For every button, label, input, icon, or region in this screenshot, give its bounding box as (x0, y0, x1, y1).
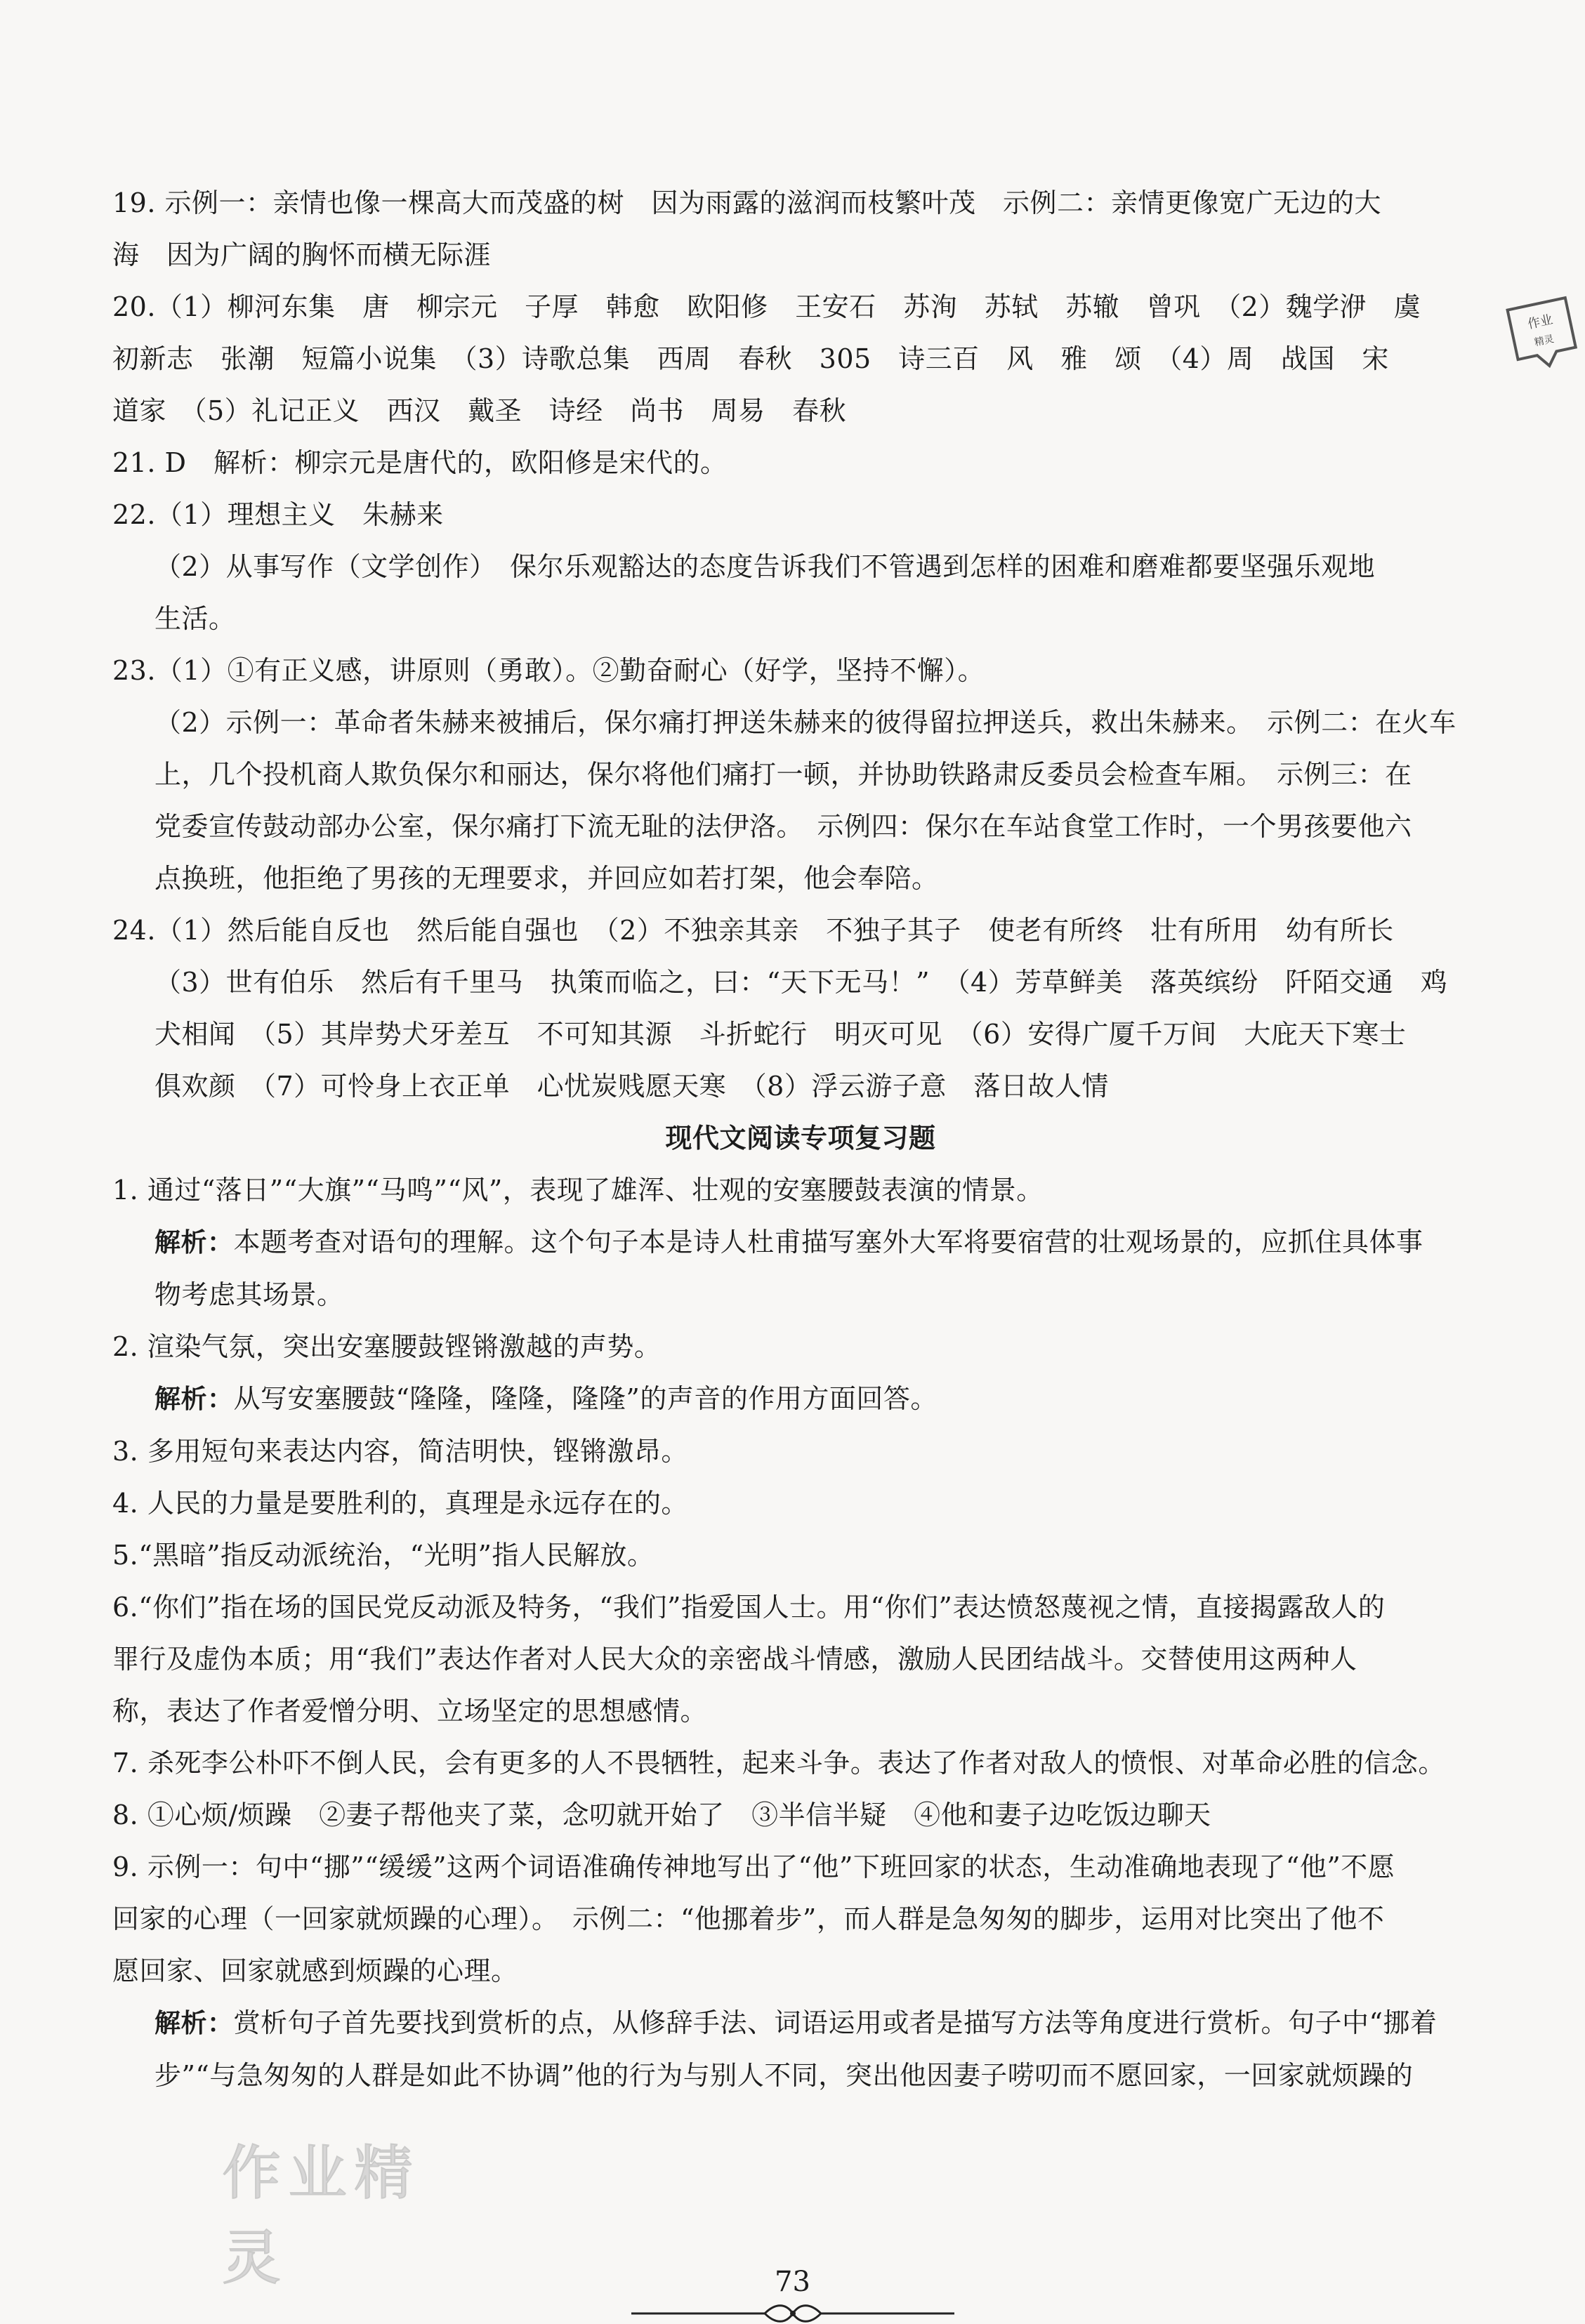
answer-list-top (112, 177, 1489, 1112)
answer-item (112, 1216, 1489, 1321)
answer-item (112, 1164, 1489, 1216)
answer-line (112, 1685, 1489, 1737)
answer-line (112, 1633, 1489, 1685)
svg-text:作业: 作业 (1526, 312, 1554, 332)
answer-line (112, 1321, 1489, 1373)
answer-text: 21. D 解析：柳宗元是唐代的，欧阳修是宋代的。 (112, 447, 728, 478)
answer-line (112, 437, 1489, 489)
answer-line (112, 1737, 1489, 1789)
answer-text: 6.“你们”指在场的国民党反动派及特务，“我们”指爱国人士。用“你们”表达愤怒蔑视之情，直接揭露敌人的 (112, 1592, 1386, 1623)
answer-text: 海 因为广阔的胸怀而横无际涯 (112, 239, 492, 270)
answer-line (154, 1373, 1489, 1425)
answer-text: 5.“黑暗”指反动派统治，“光明”指人民解放。 (112, 1540, 655, 1571)
answer-item (112, 1373, 1489, 1425)
answer-text: 犬相闻 （5）其岸势犬牙差互 不可知其源 斗折蛇行 明灭可见 （6）安得广厦千万间 大庇天下寒士 (154, 1019, 1407, 1050)
answer-text: 23.（1）①有正义感，讲原则（勇敢）。②勤奋耐心（好学，坚持不懈）。 (112, 655, 985, 686)
answer-item (112, 177, 1489, 281)
answer-line (112, 1477, 1489, 1529)
answer-item (112, 437, 1489, 489)
answer-line (112, 1425, 1489, 1477)
answer-line (154, 1216, 1489, 1269)
watermark: 作业精灵 (222, 2139, 421, 2292)
answer-text: 9. 示例一：句中“挪”“缓缓”这两个词语准确传神地写出了“他”下班回家的状态，生动准确地表现了“他”不愿 (112, 1851, 1395, 1882)
answer-line (154, 748, 1489, 800)
answer-line (112, 1789, 1489, 1841)
answer-text: 称，表达了作者爱憎分明、立场坚定的思想感情。 (112, 1696, 708, 1727)
answer-item (112, 1789, 1489, 1841)
answer-line (112, 645, 1489, 696)
answer-line (112, 1893, 1489, 1945)
answer-text: 俱欢颜 （7）可怜身上衣正单 心忧炭贱愿天寒 （8）浮云游子意 落日故人情 (154, 1071, 1109, 1102)
page-footer (0, 2266, 1585, 2324)
answer-item (112, 1841, 1489, 1997)
answer-text: 回家的心理（一回家就烦躁的心理）。 示例二：“他挪着步”，而人群是急匆匆的脚步，运用对比突出了他不 (112, 1903, 1385, 1934)
answer-text: 点换班，他拒绝了男孩的无理要求，并回应如若打架，他会奉陪。 (154, 863, 939, 894)
answer-text: 1. 通过“落日”“大旗”“马鸣”“风”，表现了雄浑、壮观的安塞腰鼓表演的情景。 (112, 1175, 1044, 1206)
answer-line (154, 1060, 1489, 1112)
answer-text: 20.（1）柳河东集 唐 柳宗元 子厚 韩愈 欧阳修 王安石 苏洵 苏轼 苏辙 曾巩 （2）魏学洢 虞 (112, 291, 1421, 322)
answer-text: 7. 杀死李公朴吓不倒人民，会有更多的人不畏牺牲，起来斗争。表达了作者对敌人的愤恨、对革命必胜的信念。 (112, 1748, 1445, 1778)
answer-line (154, 956, 1489, 1008)
answer-item (112, 956, 1489, 1112)
answer-text: 19. 示例一：亲情也像一棵高大而茂盛的树 因为雨露的滋润而枝繁叶茂 示例二：亲情更像宽广无边的大 (112, 187, 1382, 218)
answer-line (154, 696, 1489, 748)
answer-line (112, 177, 1489, 229)
answer-line (154, 800, 1489, 852)
answer-text: （2）示例一：革命者朱赫来被捕后，保尔痛打押送朱赫来的彼得留拉押送兵，救出朱赫来。 示例二：在火车 (154, 707, 1456, 738)
answer-text: 3. 多用短句来表达内容，简洁明快，铿锵激昂。 (112, 1436, 688, 1467)
answer-line (112, 1841, 1489, 1893)
analysis-label: 解析： (154, 1227, 234, 1257)
answer-text: 生活。 (154, 603, 236, 634)
answer-item (112, 1737, 1489, 1789)
answer-text: 从写安塞腰鼓“隆隆，隆隆，隆隆”的声音的作用方面回答。 (233, 1383, 938, 1414)
answer-line (112, 333, 1489, 385)
answer-text: 赏析句子首先要找到赏析的点，从修辞手法、词语运用或者是描写方法等角度进行赏析。句子中“挪着 (233, 2007, 1438, 2038)
answer-line (154, 852, 1489, 904)
answer-line (112, 1581, 1489, 1633)
answer-item (112, 281, 1489, 437)
answer-text: 8. ①心烦/烦躁 ②妻子帮他夹了菜，念叨就开始了 ③半信半疑 ④他和妻子边吃饭边聊天 (112, 1800, 1211, 1830)
answer-line (112, 1529, 1489, 1581)
answer-text: 上，几个投机商人欺负保尔和丽达，保尔将他们痛打一顿，并协助铁路肃反委员会检查车厢。 示例三：在 (154, 759, 1412, 790)
answer-text: 初新志 张潮 短篇小说集 （3）诗歌总集 西周 春秋 305 诗三百 风 雅 颂 （4）周 战国 宋 (112, 343, 1389, 374)
answer-text: 22.（1）理想主义 朱赫来 (112, 499, 444, 530)
answer-item (112, 1529, 1489, 1581)
answer-text: 党委宣传鼓动部办公室，保尔痛打下流无耻的法伊洛。 示例四：保尔在车站食堂工作时，一个男孩要他六 (154, 811, 1412, 842)
answer-text: （2）从事写作（文学创作） 保尔乐观豁达的态度告诉我们不管遇到怎样的困难和磨难都要坚强乐观地 (154, 551, 1376, 582)
answer-line (112, 489, 1489, 541)
answer-item (112, 489, 1489, 541)
section-title: 现代文阅读专项复习题 (665, 1123, 936, 1154)
answer-item (112, 1321, 1489, 1373)
answer-text: 罪行及虚伪本质；用“我们”表达作者对人民大众的亲密战斗情感，激励人民团结战斗。交替使用这两种人 (112, 1644, 1357, 1675)
ornament-divider-icon (631, 2303, 954, 2324)
page-number: 73 (775, 2266, 810, 2298)
answer-item (112, 541, 1489, 645)
answer-line (154, 1997, 1489, 2049)
answer-item (112, 1997, 1489, 2101)
answer-line (112, 229, 1489, 281)
answer-line (154, 541, 1489, 593)
svg-text:精灵: 精灵 (1533, 333, 1556, 349)
answer-item (112, 1581, 1489, 1737)
answer-text: 物考虑其场景。 (154, 1279, 344, 1310)
answer-line (112, 1945, 1489, 1997)
answer-text: 步”“与急匆匆的人群是如此不协调”他的行为与别人不同，突出他因妻子唠叨而不愿回家，一回家就烦躁的 (154, 2060, 1414, 2091)
answer-item (112, 904, 1489, 956)
answer-line (154, 1008, 1489, 1060)
answer-line (112, 281, 1489, 333)
answer-line (112, 904, 1489, 956)
answer-content (112, 177, 1489, 2101)
answer-item (112, 1477, 1489, 1529)
answer-text: 道家 （5）礼记正义 西汉 戴圣 诗经 尚书 周易 春秋 (112, 395, 847, 426)
answer-item (112, 645, 1489, 696)
analysis-label: 解析： (154, 2008, 234, 2038)
answer-line (112, 1164, 1489, 1216)
answer-line (154, 593, 1489, 645)
answer-line (154, 1269, 1489, 1321)
answer-line (112, 385, 1489, 437)
answer-text: 本题考查对语句的理解。这个句子本是诗人杜甫描写塞外大军将要宿营的壮观场景的，应抓住具体事 (233, 1227, 1423, 1257)
answer-text: 4. 人民的力量是要胜利的，真理是永远存在的。 (112, 1488, 688, 1519)
stamp-logo (1503, 275, 1581, 388)
analysis-label: 解析： (154, 1384, 234, 1414)
answer-item (112, 696, 1489, 904)
answer-text: 愿回家、回家就感到烦躁的心理。 (112, 1955, 518, 1986)
answer-line (154, 2049, 1489, 2101)
answer-item (112, 1425, 1489, 1477)
answer-list-bottom (112, 1164, 1489, 2101)
answer-text: 2. 渲染气氛，突出安塞腰鼓铿锵激越的声势。 (112, 1331, 662, 1362)
answer-text: 24.（1）然后能自反也 然后能自强也 （2）不独亲其亲 不独子其子 使老有所终 壮有所用 幼有所长 (112, 915, 1394, 946)
answer-text: （3）世有伯乐 然后有千里马 执策而临之，曰：“天下无马！” （4）芳草鲜美 落英缤纷 阡陌交通 鸡 (154, 967, 1448, 998)
